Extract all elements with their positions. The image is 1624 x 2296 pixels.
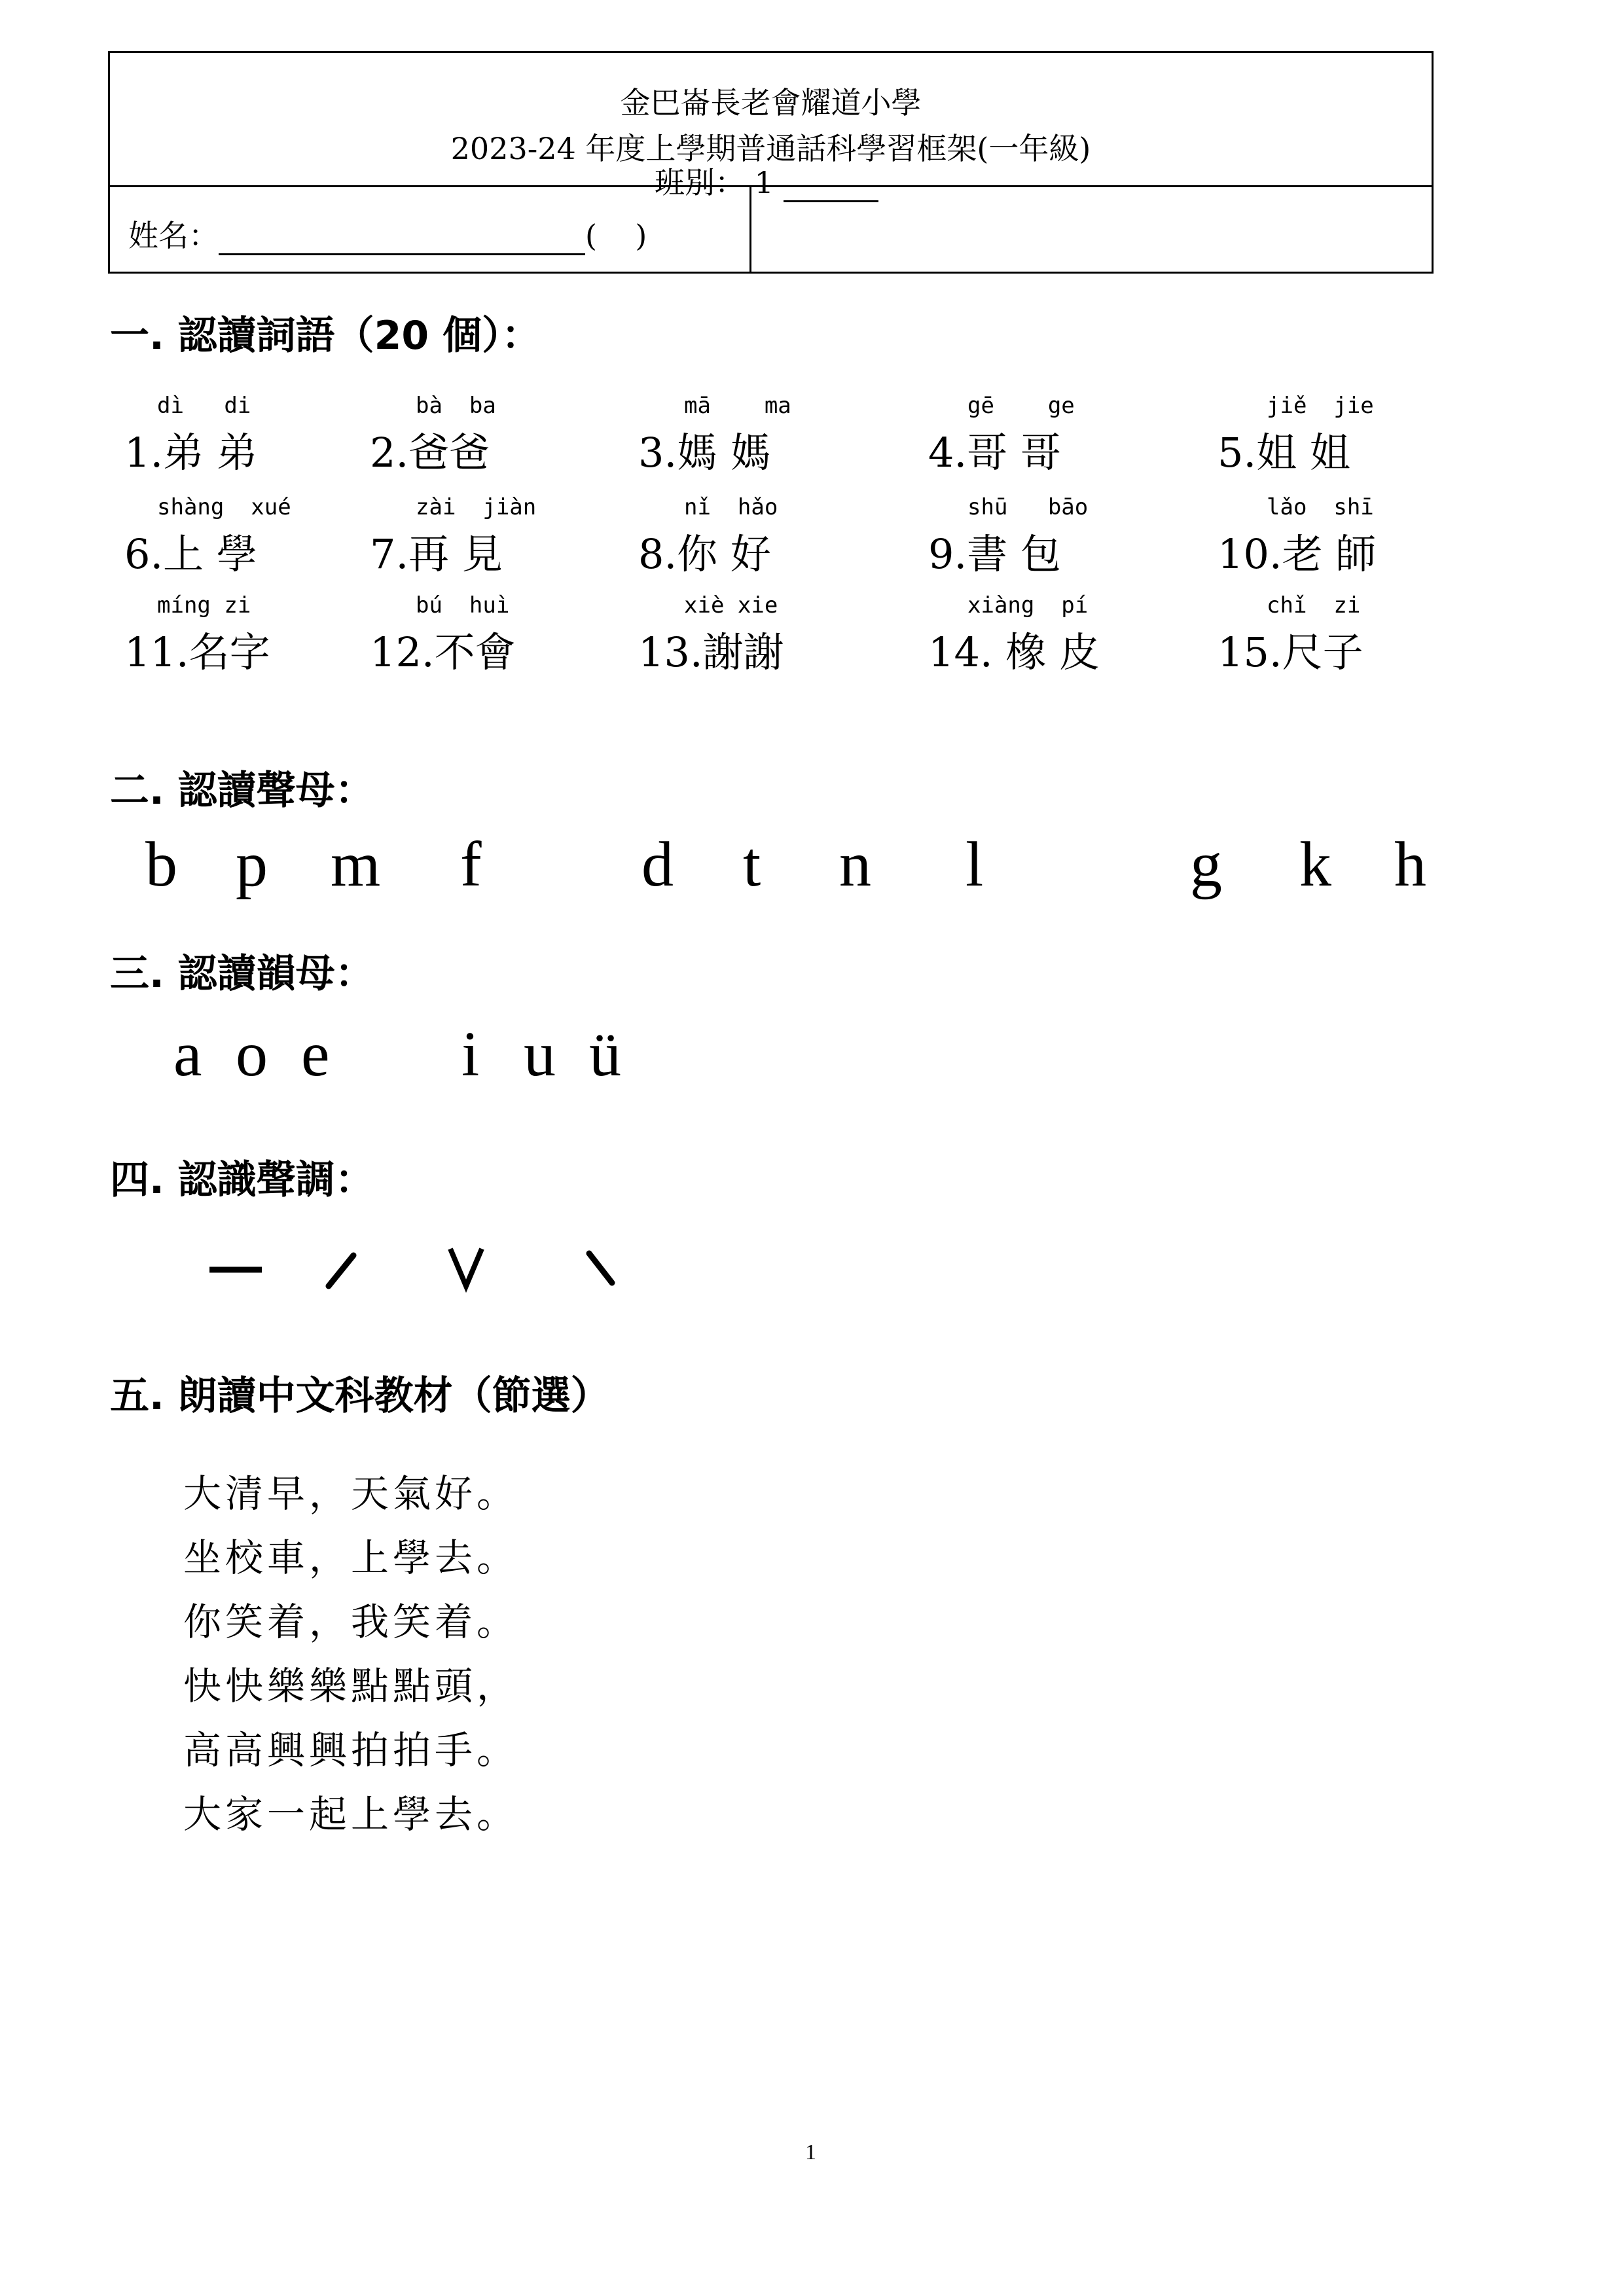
section4-heading: 四. 認識聲調： bbox=[110, 1157, 374, 1203]
final-letter: ü bbox=[589, 1019, 621, 1090]
section1-heading: 一. 認讀詞語（20 個）： bbox=[110, 313, 541, 359]
name-label: 姓名： bbox=[128, 218, 219, 253]
vocab-pinyin: xiàng pí bbox=[967, 592, 1089, 619]
vocab-pinyin: chǐ zi bbox=[1267, 592, 1361, 619]
initial-letter: k bbox=[1299, 829, 1331, 900]
vocab-pinyin: bà ba bbox=[416, 393, 496, 419]
vocab-pinyin: jiě jie bbox=[1267, 393, 1374, 419]
second-tone-icon bbox=[329, 1255, 353, 1286]
fourth-tone-icon bbox=[589, 1253, 612, 1283]
poem-line: 快快樂樂點點頭， bbox=[183, 1664, 519, 1708]
class-label: 班別： bbox=[655, 165, 745, 200]
section5-heading: 五. 朗讀中文科教材（節選） bbox=[110, 1373, 610, 1419]
name-blank[interactable] bbox=[219, 218, 585, 255]
vocab-word: 4.哥 哥 bbox=[928, 429, 1061, 476]
vocab-word: 6.上 學 bbox=[124, 530, 257, 578]
vocab-word: 2.爸爸 bbox=[370, 429, 490, 476]
vocab-word: 3.媽 媽 bbox=[638, 429, 771, 476]
tones-row bbox=[196, 1230, 655, 1309]
vocab-word: 12.不會 bbox=[370, 628, 516, 676]
vocab-pinyin: shū bāo bbox=[967, 494, 1089, 520]
page-number: 1 bbox=[805, 2140, 816, 2164]
vocab-pinyin: bú huì bbox=[416, 592, 510, 619]
vocab-word: 7.再 見 bbox=[370, 530, 503, 578]
name-field-row bbox=[128, 212, 647, 255]
vocab-word: 1.弟 弟 bbox=[124, 429, 257, 476]
final-letter: e bbox=[301, 1019, 330, 1090]
class-value: 1 bbox=[754, 165, 774, 200]
initial-letter: h bbox=[1394, 829, 1426, 900]
initial-letter: g bbox=[1190, 829, 1222, 900]
third-tone-icon bbox=[450, 1249, 482, 1286]
vocab-pinyin: mā ma bbox=[684, 393, 791, 419]
initial-letter: b bbox=[145, 829, 177, 900]
final-letter: o bbox=[236, 1019, 268, 1090]
initial-letter: d bbox=[641, 829, 674, 900]
vocab-word: 14. 橡 皮 bbox=[928, 628, 1100, 676]
vocab-word: 15.尺子 bbox=[1218, 628, 1363, 676]
initial-letter: p bbox=[236, 829, 268, 900]
section2-heading: 二. 認讀聲母： bbox=[110, 768, 374, 814]
vocab-word: 11.名字 bbox=[124, 628, 270, 676]
section3-heading: 三. 認讀韻母： bbox=[110, 951, 374, 997]
vocab-pinyin: míng zi bbox=[157, 592, 251, 619]
final-letter: i bbox=[461, 1019, 480, 1090]
initial-letter: l bbox=[965, 829, 984, 900]
vocab-pinyin: zài jiàn bbox=[416, 494, 537, 520]
vocab-pinyin: shàng xué bbox=[157, 494, 291, 520]
poem-line: 大家一起上學去。 bbox=[183, 1792, 519, 1837]
initial-letter: f bbox=[460, 829, 482, 900]
poem-line: 坐校車，上學去。 bbox=[183, 1535, 519, 1580]
initial-letter: t bbox=[743, 829, 761, 900]
class-field-row bbox=[655, 159, 878, 202]
poem-line: 你笑着，我笑着。 bbox=[183, 1600, 519, 1644]
initial-letter: n bbox=[839, 829, 871, 900]
class-blank[interactable] bbox=[784, 165, 878, 202]
vocab-word: 10.老 師 bbox=[1218, 530, 1377, 578]
final-letter: u bbox=[524, 1019, 556, 1090]
poem-line: 大清早，天氣好。 bbox=[183, 1471, 519, 1516]
final-letter: a bbox=[173, 1019, 202, 1090]
school-name: 金巴崙長老會耀道小學 bbox=[620, 85, 922, 120]
framework-title: 2023-24 年度上學期普通話科學習框架(一年級) bbox=[450, 131, 1091, 166]
vocab-word: 13.謝謝 bbox=[638, 628, 784, 676]
vocab-pinyin: xiè xie bbox=[684, 592, 778, 619]
vocab-pinyin: dì di bbox=[157, 393, 251, 419]
tone-marks bbox=[196, 1230, 655, 1309]
vocab-word: 8.你 好 bbox=[638, 530, 771, 578]
poem-line: 高高興興拍拍手。 bbox=[183, 1728, 519, 1772]
vocab-pinyin: lǎo shī bbox=[1267, 494, 1374, 520]
vocab-word: 5.姐 姐 bbox=[1218, 429, 1350, 476]
vocab-pinyin: gē ge bbox=[967, 393, 1075, 419]
class-number-paren: ( ) bbox=[585, 218, 647, 253]
vocab-word: 9.書 包 bbox=[928, 530, 1061, 578]
vocab-pinyin: nǐ hǎo bbox=[684, 494, 778, 520]
initial-letter: m bbox=[331, 829, 381, 900]
